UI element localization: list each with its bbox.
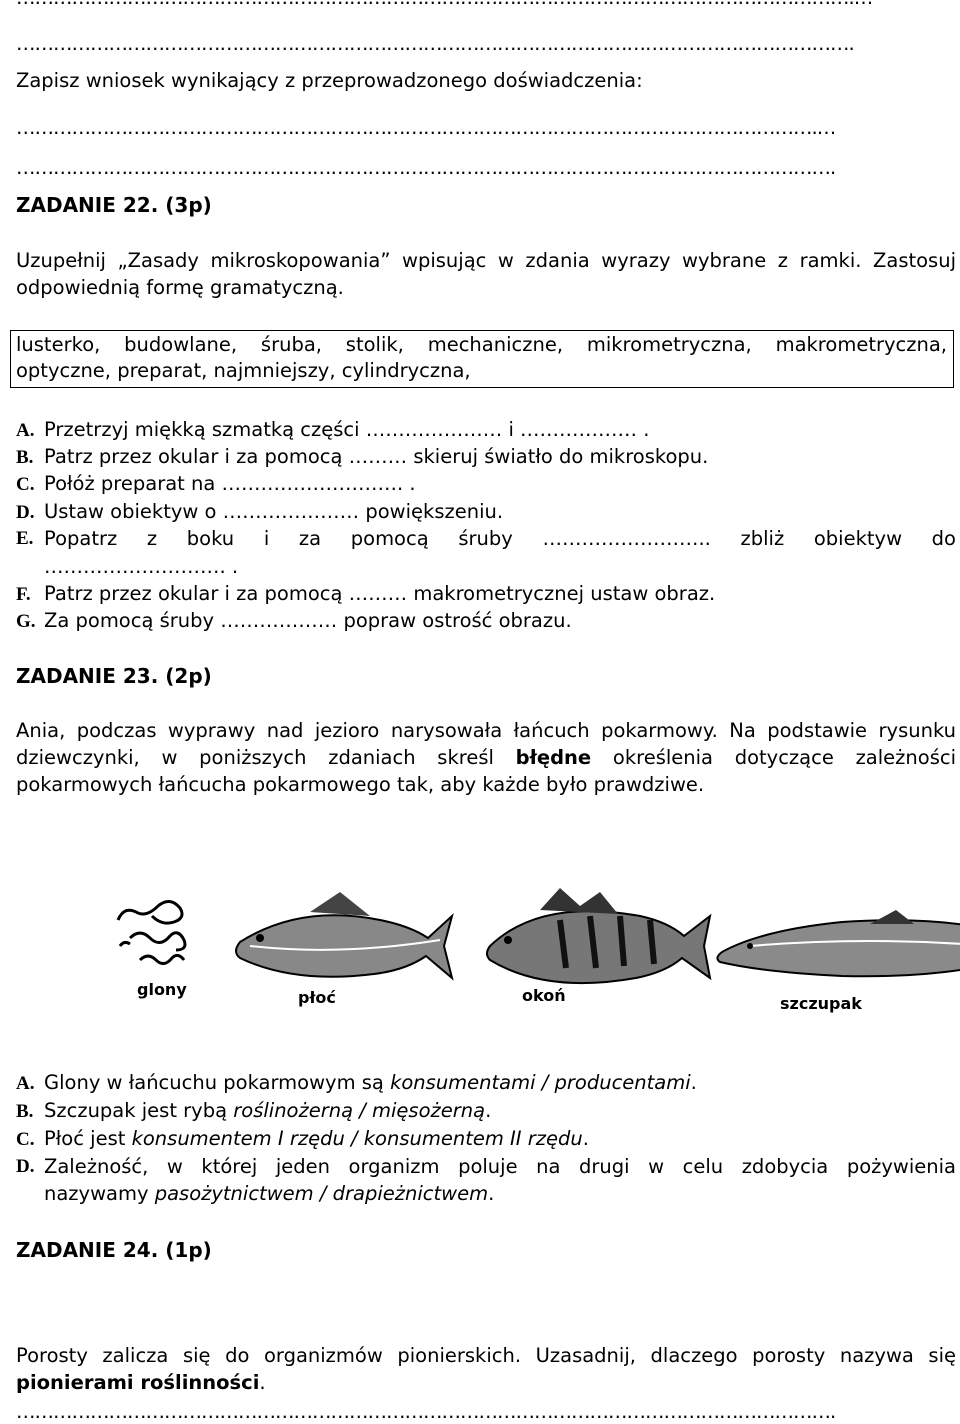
- label-perch: okoń: [522, 986, 566, 1005]
- task-23-para-line-2: dziewczynki, w poniższych zdaniach skreśl błędne określenia dotyczące zależności: [16, 746, 956, 769]
- task-22-item-g: G. Za pomocą śruby ……………… popraw ostrość obrazu.: [16, 609, 572, 632]
- task-23-statement-c: C. Płoć jest konsumentem I rzędu / konsumentem II rzędu.: [16, 1127, 589, 1150]
- task-23-statement-d-cont: nazywamy pasożytnictwem / drapieżnictwem.: [44, 1182, 495, 1205]
- answer-line: …………………………………………………………………………………………………………………….: [16, 1400, 836, 1423]
- task-23-statement-d: D. Zależność, w której jeden organizm poluje na drugi w celu zdobycia pożywienia: [16, 1155, 956, 1178]
- task-23-heading: ZADANIE 23. (2p): [16, 664, 212, 688]
- task-22-heading: ZADANIE 22. (3p): [16, 193, 212, 217]
- label-pike: szczupak: [780, 994, 862, 1013]
- label-roach: płoć: [298, 988, 336, 1007]
- task-22-item-a: A. Przetrzyj miękką szmatką części ………………… i ……………… .: [16, 418, 650, 441]
- perch-drawing: [487, 888, 710, 983]
- pike-drawing: [717, 906, 960, 986]
- algae-drawing: [118, 901, 185, 963]
- label-algae: glony: [137, 980, 187, 999]
- task-23-para-line-3: pokarmowych łańcucha pokarmowego tak, aby każde było prawdziwe.: [16, 773, 705, 796]
- task-22-intro-line-1: Uzupełnij „Zasady mikroskopowania” wpisując w zdania wyrazy wybrane z ramki. Zastosuj: [16, 249, 956, 272]
- answer-line: ……………………………………………………………………………………………………………………….: [16, 32, 854, 55]
- word-box: [10, 330, 954, 388]
- word-box-line-1: lusterko, budowlane, śruba, stolik, mechaniczne, mikrometryczna, makrometryczna,: [16, 333, 947, 356]
- task-24-line-1: Porosty zalicza się do organizmów pionierskich. Uzasadnij, dlaczego porosty nazywa się: [16, 1344, 956, 1367]
- task-22-item-f: F. Patrz przez okular i za pomocą ……… makrometrycznej ustaw obraz.: [16, 582, 716, 605]
- task-22-item-e: E. Popatrz z boku i za pomocą śruby …………………….. zbliż obiektyw do: [16, 527, 956, 550]
- task-24-heading: ZADANIE 24. (1p): [16, 1238, 212, 1262]
- task-23-para-line-1: Ania, podczas wyprawy nad jezioro narysowała łańcuch pokarmowy. Na podstawie rysunku: [16, 719, 956, 742]
- task-22-item-c: C. Połóż preparat na ………………………. .: [16, 472, 416, 495]
- answer-line: ………………………………………………………………………………………………………………….…: [16, 116, 836, 139]
- answer-line: [16, 0, 956, 10]
- conclusion-prompt: Zapisz wniosek wynikający z przeprowadzonego doświadczenia:: [16, 69, 643, 92]
- roach-drawing: [236, 892, 452, 978]
- task-23-statement-a: A. Glony w łańcuchu pokarmowym są konsumentami / producentami.: [16, 1071, 697, 1094]
- answer-line: …………………………………………………………………………………………………………………….: [16, 156, 836, 179]
- task-23-statement-b: B. Szczupak jest rybą roślinożerną / mięsożerną.: [16, 1099, 492, 1122]
- task-22-item-b: B. Patrz przez okular i za pomocą ……… skieruj światło do mikroskopu.: [16, 445, 709, 468]
- word-box-line-2: optyczne, preparat, najmniejszy, cylindryczna,: [16, 359, 471, 382]
- task-22-intro-line-2: odpowiednią formę gramatyczną.: [16, 276, 344, 299]
- task-22-item-e-cont: ………………………. .: [44, 555, 239, 578]
- task-24-line-2: pionierami roślinności.: [16, 1371, 266, 1394]
- task-22-item-d: D. Ustaw obiektyw o ………………… powiększeniu.: [16, 500, 504, 523]
